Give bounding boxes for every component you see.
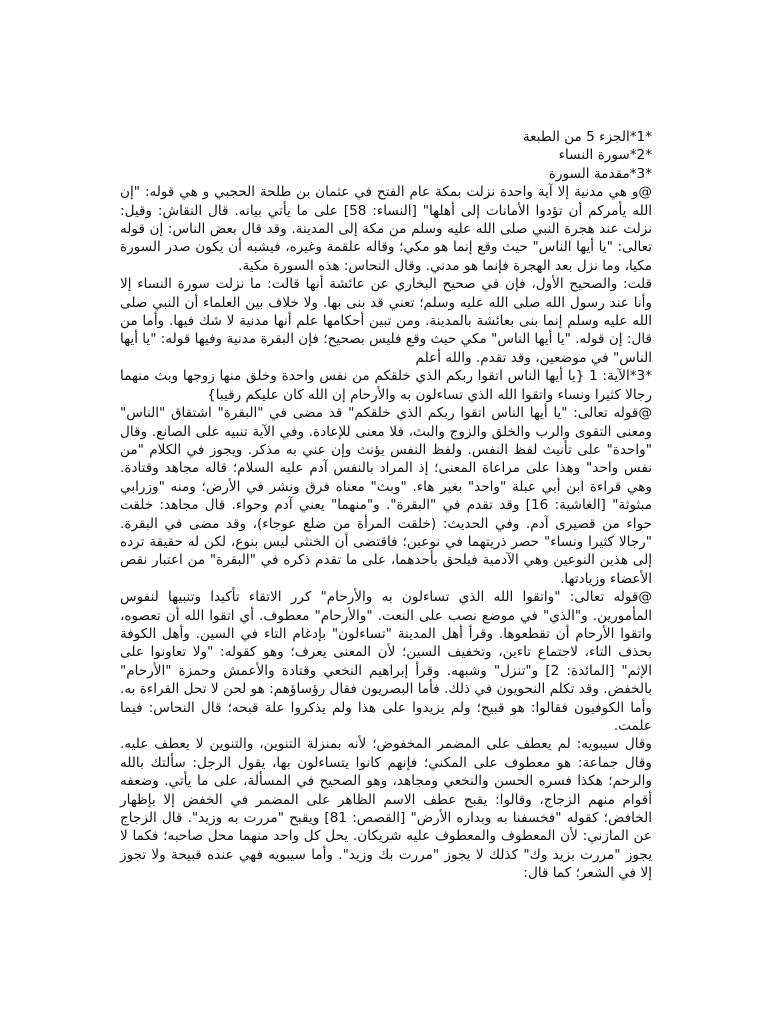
paragraph-sibawayh: وقال سيبويه: لم يعطف على المضمر المخفوض؛ لأنه بمنزلة التنوين، والتنوين لا يعطف عليه. وقال جماعة: هو معطوف على المكني؛ فإنهم كانوا يتساءلون بها، يقول الرجل: سألتك بالله والرحم؛ هكذا فسره الحسن والنخعي ومجاهد، وهو الصحيح في المسألة، على ما يأتي. وضعفه أقوام منهم الزجاج، وقالوا: يقبح عطف الاسم الظاهر على المضمر في الخفض إلا بإظهار الخافض؛ كقوله "فخسفنا به وبداره الأرض" [القصص: 81] ويقبح "مررت به وزيد". قال الزجاج عن المازني: لأن المعطوف والمعطوف عليه شريكان. يحل كل واحد منهما محل صاحبه؛ فكما لا يجوز "مررت بزيد وك" كذلك لا يجوز "مررت بك وزيد". وأما سيبويه فهي عنده قبيحة ولا تجوز إلا في الشعر؛ كما قال: — [120, 736, 652, 882]
paragraph-commentary-creation: @قوله تعالى: "يا أيها الناس اتقوا ربكم الذي خلقكم" قد مضى في "البقرة" اشتقاق "الناس" ومعنى التقوى والرب والخلق والزوج والبث، فلا معنى للإعادة. وفي الآية تنبيه على الصانع. وقال "واحدة" على تأنيث لفظ النفس. ولفظ النفس يؤنث وإن عني به مذكر. ويجوز في الكلام "من نفس واحد" وهذا على مراعاة المعنى؛ إذ المراد بالنفس آدم عليه السلام؛ قاله مجاهد وقتادة. وهي قراءة ابن أبي عبلة "واحد" بغير هاء. "وبث" معناه فرق ونشر في الأرض؛ ومنه "وزرابي مبثوثة" [الغاشية: 16] وقد تقدم في "البقرة". و"منهما" يعني آدم وحواء. قال مجاهد: خلقت حواء من قصيرى آدم. وفي الحديث: (خلقت المرأة من ضلع عوجاء)، وقد مضى في البقرة. "رجالا كثيرا ونساء" حصر ذريتهما في نوعين؛ فاقتضى أن الخنثى ليس بنوع، لكن له حقيقة ترده إلى هذين النوعين وهي الآدمية فيلحق بأحدهما، على ما تقدم ذكره في "البقرة" من اعتبار نقص الأعضاء وزيادتها. — [120, 405, 652, 587]
header-part-number: *1*الجزء 5 من الطبعة — [522, 129, 652, 145]
paragraph-verse-1: *3*الآية: 1 {يا أيها الناس اتقوا ربكم الذي خلقكم من نفس واحدة وخلق منها زوجها وبث منهما رجالا كثيرا ونساء واتقوا الله الذي تساءلون به والأرحام إن الله كان عليكم رقيبا} — [120, 368, 652, 403]
paragraph-commentary-wombs: @قوله تعالى: "واتقوا الله الذي تساءلون به والأرحام" كرر الاتقاء تأكيدا وتنبيها لنفوس المأمورين. و"الذي" في موضع نصب على النعت. "والأرحام" معطوف. أي اتقوا الله أن تعصوه، واتقوا الأرحام أن تقطعوها. وقرأ أهل المدينة "تساءلون" بإدغام التاء في السين. وأهل الكوفة بحذف التاء، لاجتماع تاءين، وتخفيف السين؛ لأن المعنى يعرف؛ وهو كقوله: "ولا تعاونوا على الإثم" [المائدة: 2] و"تنزل" وشبهه. وقرأ إبراهيم النخعي وقتادة والأعمش وحمزة "الأرحام" بالخفض. وقد تكلم النحويون في ذلك. فأما البصريون فقال رؤساؤهم: هو لحن لا تحل القراءة به. وأما الكوفيون فقالوا: هو قبيح؛ ولم يزيدوا على هذا ولم يذكروا علة قبحه؛ قال النحاس: فيما علمت. — [120, 589, 652, 734]
header-surah-title: *2*سورة النساء — [558, 147, 652, 164]
paragraph-intro: @و هي مدنية إلا آية واحدة نزلت بمكة عام الفتح في عثمان بن طلحة الحجبي و هي قوله: "إن الله يأمركم أن تؤدوا الأمانات إلى أهلها" [النساء: 58] على ما يأتي بيانه. قال النقاش: وقيل: نزلت عند هجرة النبي صلى الله عليه وسلم من مكة إلى المدينة. وقد قال بعض الناس: إن قوله تعالى: "يا أيها الناس" حيث وقع إنما هو مكي؛ وقاله علقمة وغيره، فيشبه أن يكون صدر السورة مكيا، وما نزل بعد الهجرة فإنما هو مدني. وقال النحاس: هذه السورة مكية. — [120, 184, 652, 274]
document-page — [120, 128, 652, 883]
paragraph-correct-opinion: قلت: والصحيح الأول، فإن في صحيح البخاري عن عائشة أنها قالت: ما نزلت سورة النساء إلا وأنا عند رسول الله صلى الله عليه وسلم؛ تعني قد بنى بها. ولا خلاف بين العلماء أن النبي صلى الله عليه وسلم إنما بنى بعائشة بالمدينة. ومن تبين أحكامها علم أنها مدنية لا شك فيها. وأما من قال: إن قوله. "يا أيها الناس" مكي حيث وقع فليس بصحيح؛ فإن البقرة مدنية وفيها قوله: "يا أيها الناس" في موضعين، وقد تقدم. والله أعلم — [120, 276, 652, 366]
header-surah-intro: *3*مقدمة السورة — [548, 165, 652, 182]
